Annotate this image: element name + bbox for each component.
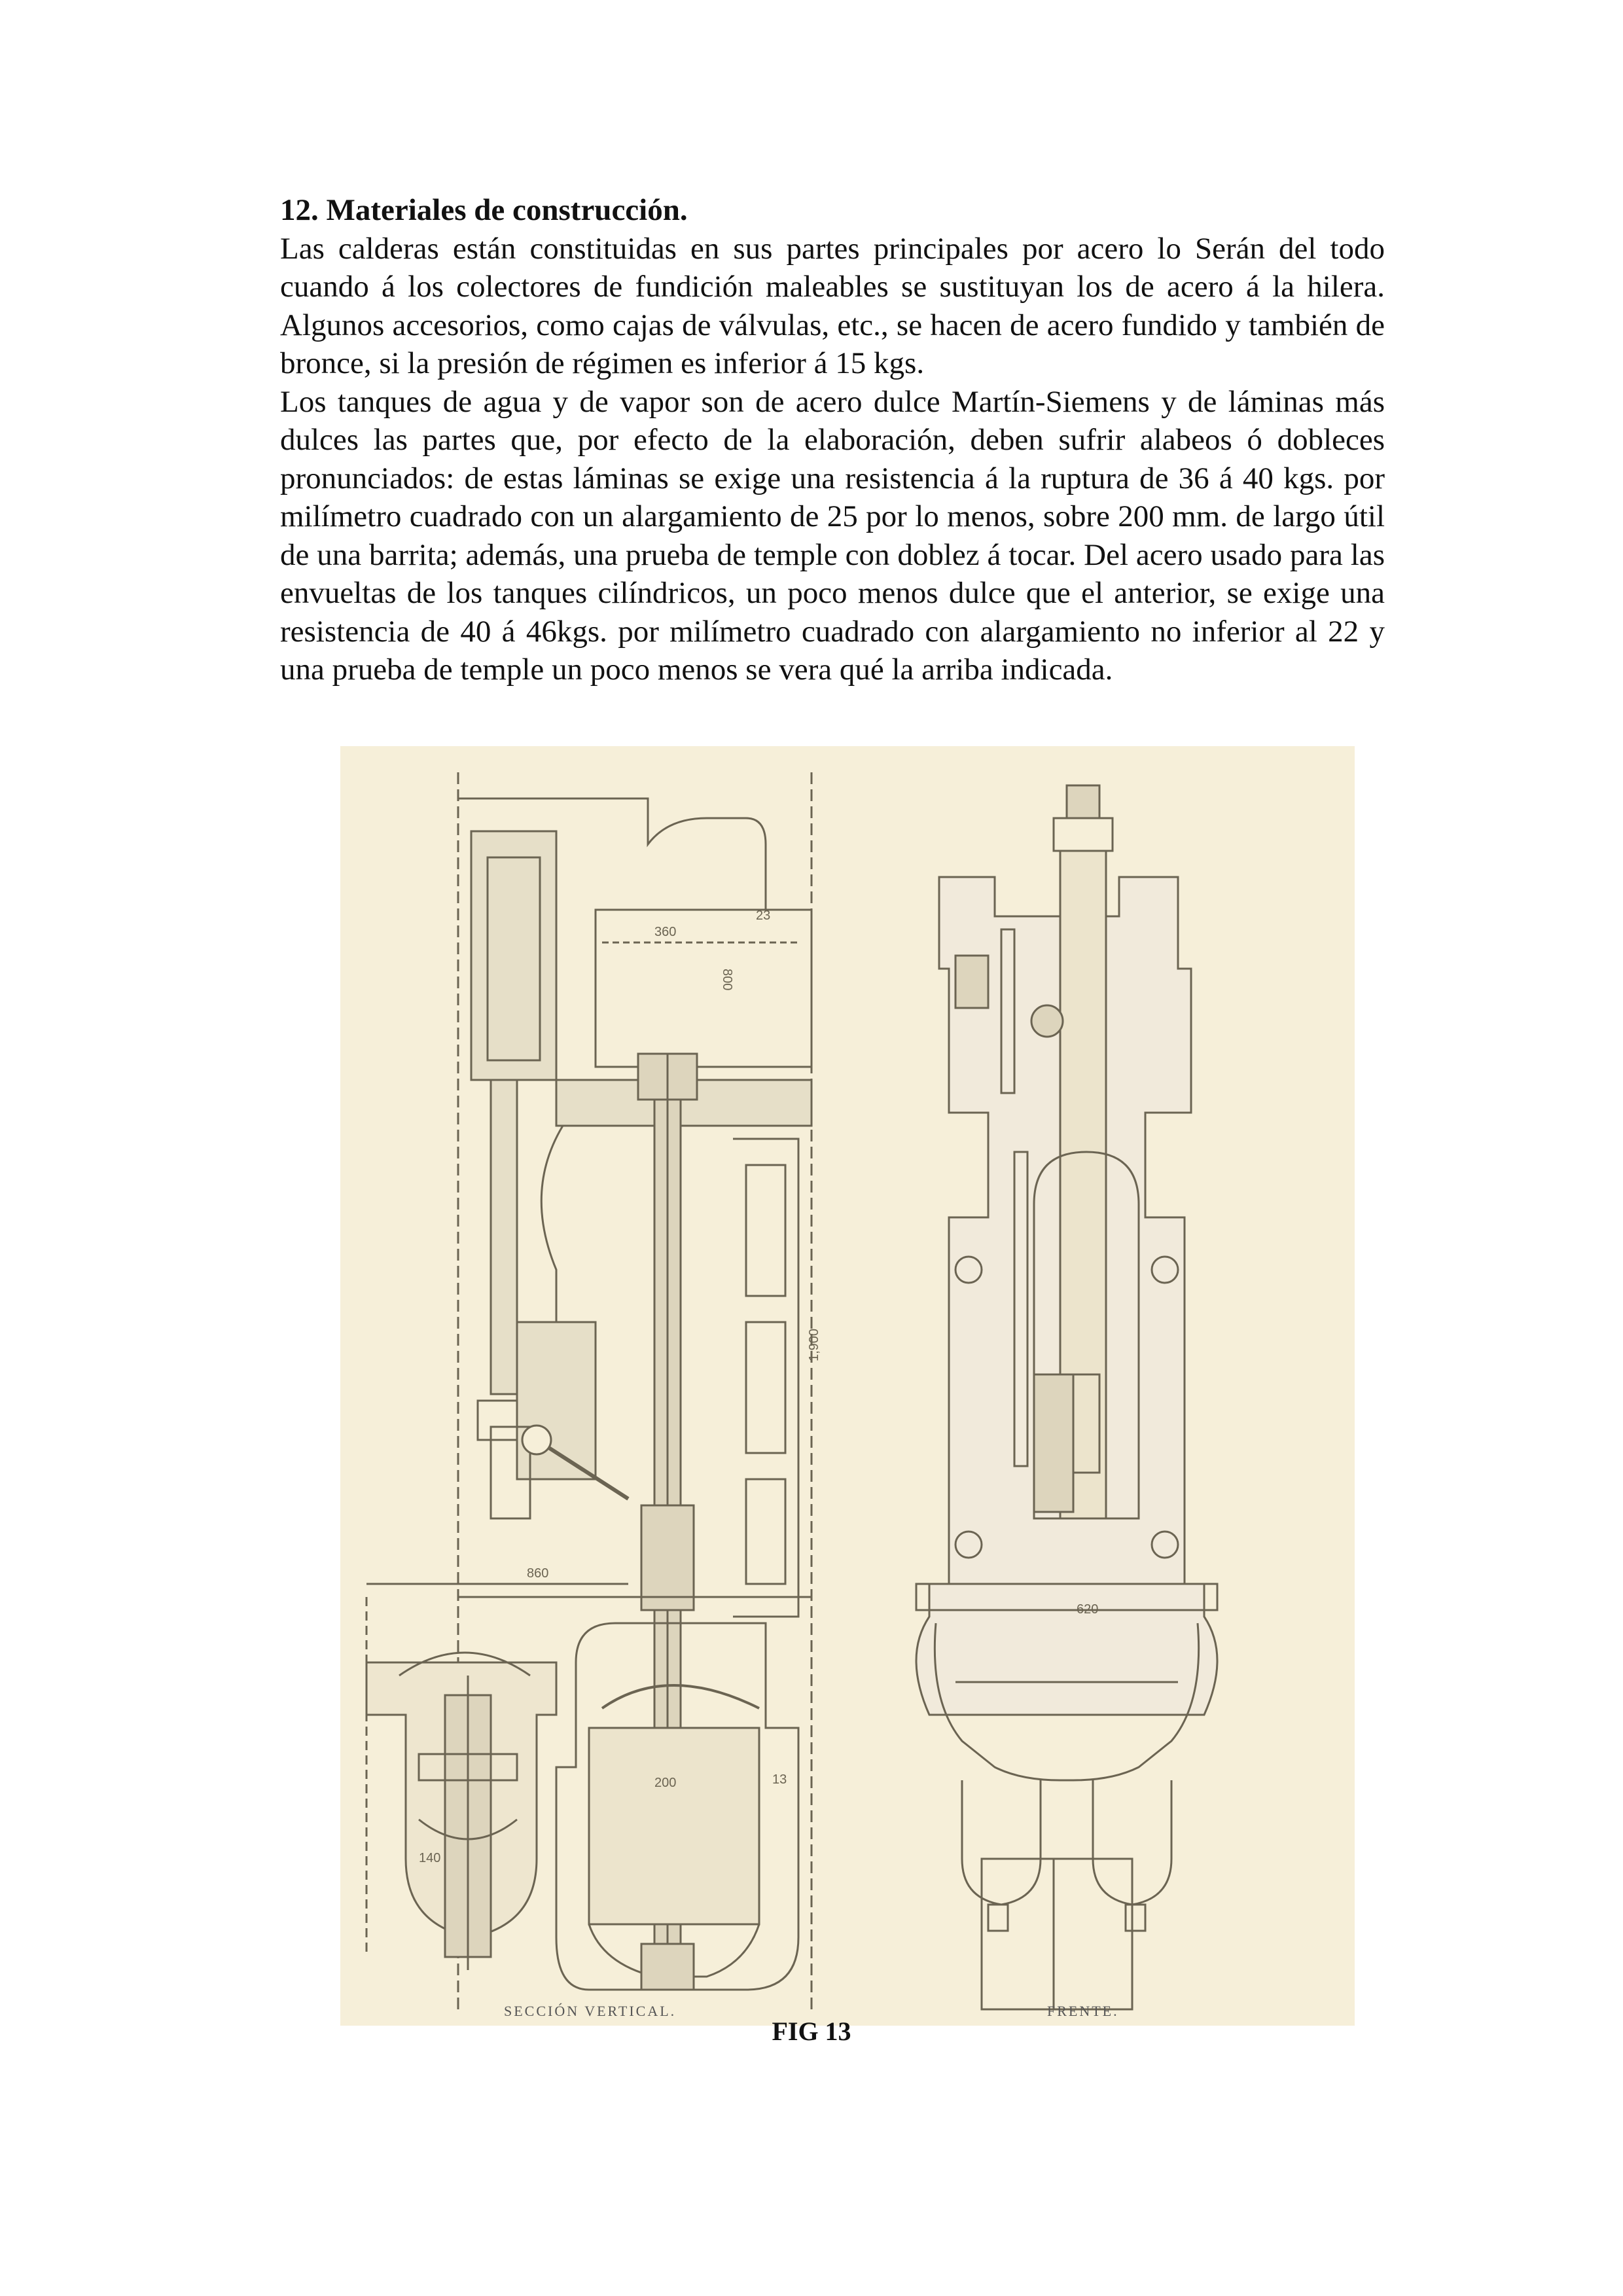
dimension-200: 200 <box>654 1776 677 1790</box>
engineering-drawing <box>340 746 1355 2026</box>
dimension-140: 140 <box>419 1851 441 1865</box>
dimension-860: 860 <box>527 1566 549 1581</box>
dimension-1900: 1,900 <box>807 1328 821 1361</box>
dimension-labels-right <box>1077 1602 1098 1617</box>
dimension-620: 620 <box>1077 1602 1099 1617</box>
dimension-360: 360 <box>654 925 677 939</box>
drawing-svg <box>340 746 1355 2026</box>
paragraph-2: Los tanques de agua y de vapor son de acero dulce Martín-Siemens y de láminas más dulces las partes que, por efecto de la elaboración, deben sufrir alabeos ó dobleces pronunciados: de estas láminas se exige una resistencia á la ruptura de 36 á 40 kgs. por milímetro cuadrado con un alargamiento de 25 por lo menos, sobre 200 mm. de largo útil de una barrita; además, una prueba de temple con doblez á tocar. Del acero usado para las envueltas de los tanques cilíndricos, un poco menos dulce que el anterior, se exige una resistencia de 40 á 46kgs. por milímetro cuadrado con alargamiento no inferior al 22 y una prueba de temple un poco menos se vera qué la arriba indicada. <box>280 384 1385 687</box>
dimension-800: 800 <box>720 969 734 991</box>
text-block <box>280 191 1385 689</box>
dimension-23: 23 <box>756 908 771 923</box>
section-heading: 12. Materiales de construcción. <box>280 193 688 227</box>
paragraph-1: Las calderas están constituidas en sus partes principales por acero lo Serán del todo cuando á los colectores de fundición maleables se sustituyan los de acero á la hilera. Algunos accesorios, como cajas de válvulas, etc., se hacen de acero fundido y también de bronce, si la presión de régimen es inferior á 15 kgs. <box>280 231 1385 380</box>
right-view-caption: FRENTE. <box>1047 2003 1119 2019</box>
left-view-caption: SECCIÓN VERTICAL. <box>504 2003 677 2019</box>
dimension-13: 13 <box>772 1772 787 1787</box>
figure-label: FIG 13 <box>772 2017 851 2046</box>
